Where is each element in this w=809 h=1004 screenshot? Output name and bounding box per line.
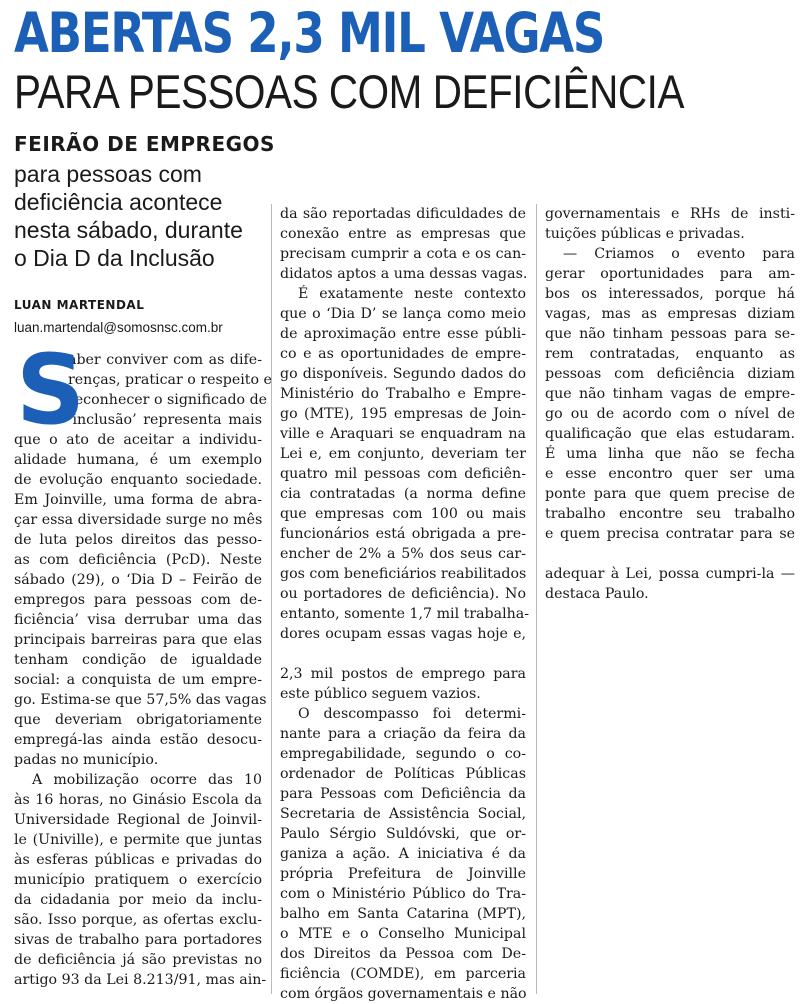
text-line: É exatamente neste contexto: [298, 286, 526, 302]
kicker: FEIRÃO DE EMPREGOS: [14, 132, 275, 156]
text-line: pessoas com deficiência diziam: [545, 366, 795, 382]
text-line: conexão entre as empresas que: [280, 226, 526, 242]
text-line: O descompasso foi determi-: [298, 706, 526, 722]
column-divider: [271, 204, 272, 994]
text-line: que o ‘Dia D’ se lança como meio: [280, 306, 526, 322]
text-line: e esse encontro quer ser uma: [545, 466, 795, 482]
text-line: dores ocupam essas vagas hoje e,: [280, 626, 526, 642]
text-line: às 16 horas, no Ginásio Escola da: [14, 792, 262, 808]
deck-line: nesta sábado, durante: [14, 217, 243, 243]
text-line: com órgãos governamentais e não: [280, 986, 527, 1002]
text-line: Secretaria de Assistência Social,: [280, 806, 526, 822]
text-line: renças, praticar o respeito e: [68, 372, 272, 388]
text-line: aber conviver com as dife-: [68, 352, 262, 368]
text-line: É uma linha que não se fecha: [545, 446, 795, 462]
text-line: ville e Araquari se enquadram na: [280, 426, 526, 442]
text-line: às esferas públicas e privadas do: [14, 852, 262, 868]
text-line: e quem precisa contratar para se: [545, 526, 795, 542]
text-line: empregabilidade, segundo o co-: [280, 746, 526, 762]
text-line: Ministério do Trabalho e Empre-: [280, 386, 526, 402]
text-line: quatro mil pessoas com deficiên-: [280, 466, 526, 482]
text-line: gerar oportunidades para am-: [545, 266, 795, 282]
author-byline: LUAN MARTENDAL: [14, 298, 145, 312]
text-line: tuições públicas e privadas.: [545, 226, 745, 242]
text-line: para Pessoas com Deficiência da: [280, 786, 526, 802]
headline: ABERTAS 2,3 MIL VAGAS: [14, 1, 605, 65]
text-line: reconhecer o significado de: [68, 392, 268, 408]
text-line: dos Direitos da Pessoa com De-: [280, 946, 526, 962]
text-line: çar essa diversidade surge no mês: [14, 512, 263, 528]
subheadline: PARA PESSOAS COM DEFICIÊNCIA: [14, 65, 685, 118]
text-line: de luta pelos direitos das pesso-: [14, 532, 262, 548]
text-line: que não tinham vagas de empre-: [545, 386, 795, 402]
text-line: le (Univille), e permite que juntas: [14, 832, 262, 848]
column-divider: [536, 204, 537, 994]
text-line: tenham condição de igualdade: [14, 652, 262, 668]
text-line: padas no município.: [14, 752, 159, 768]
text-line: governamentais e RHs de insti-: [545, 206, 795, 222]
text-line: de aproximação entre esse públi-: [280, 326, 526, 342]
text-line: que o ato de aceitar a individu-: [14, 432, 262, 448]
text-line: com o Ministério Público do Tra-: [280, 886, 526, 902]
text-line: empregá-las ainda estão desocu-: [14, 732, 262, 748]
text-line: 2,3 mil postos de emprego para: [280, 666, 526, 682]
text-line: de deficiência já são previstas no: [14, 952, 262, 968]
text-line: ficiência (COMDE), em parceria: [280, 966, 526, 982]
text-line: go. Estima-se que 57,5% das vagas: [14, 692, 267, 708]
text-line: cia contratadas (a norma define: [280, 486, 526, 502]
article-column-3: [545, 204, 795, 604]
text-line: encher de 2% a 5% dos seus car-: [280, 546, 526, 562]
text-line: nante para a criação da feira da: [280, 726, 526, 742]
text-line: principais barreiras para que elas: [14, 632, 262, 648]
text-line: município pratiquem o exercício: [14, 872, 262, 888]
text-line: empregos para pessoas com de-: [14, 592, 262, 608]
text-line: própria Prefeitura de Joinville: [280, 866, 526, 882]
text-line: ou portadores de deficiência). No: [280, 586, 526, 602]
text-line: didatos aptos a uma dessas vagas.: [280, 266, 528, 282]
text-line: Lei e, em conjunto, deveriam ter: [280, 446, 526, 462]
text-line: são. Isso porque, as ofertas exclu-: [14, 912, 262, 928]
deck-line: para pessoas com: [14, 161, 202, 187]
text-line: sivas de trabalho para portadores: [14, 932, 262, 948]
text-line: — Criamos o evento para: [563, 246, 795, 262]
text-line: Universidade Regional de Joinvil-: [14, 812, 262, 828]
author-email[interactable]: luan.martendal@somosnsc.com.br: [14, 320, 223, 335]
text-line: artigo 93 da Lei 8.213/91, mas ain-: [14, 972, 267, 988]
text-line: A mobilização ocorre das 10: [32, 772, 262, 788]
text-line: ficiência’ visa derrubar uma das: [14, 612, 262, 628]
text-line: vagas, mas as empresas diziam: [545, 306, 795, 322]
article-column-1: [14, 334, 272, 990]
text-line: este público seguem vazios.: [280, 686, 481, 702]
text-line: as com deficiência (PcD). Neste: [14, 552, 262, 568]
drop-cap: S: [16, 334, 86, 446]
text-line: social: a conquista de um empre-: [14, 672, 262, 688]
deck: [14, 160, 264, 272]
text-line: qualificação que elas estudaram.: [545, 426, 795, 442]
text-line: de evolução enquanto sociedade.: [14, 472, 262, 488]
text-line: precisam cumprir a cota e os can-: [280, 246, 526, 262]
text-line: entanto, somente 1,7 mil trabalha-: [280, 606, 530, 622]
article-column-2: [280, 204, 530, 1004]
text-line: trabalho encontre seu trabalho: [545, 506, 795, 522]
text-line: o MTE e o Conselho Municipal: [280, 926, 526, 942]
text-line: ganiza a ação. A iniciativa é da: [280, 846, 526, 862]
text-line: ponte para que quem precise de: [545, 486, 795, 502]
text-line: Em Joinville, uma forma de abra-: [14, 492, 262, 508]
text-line: Paulo Sérgio Suldóvski, que or-: [280, 826, 526, 842]
text-line: que empresas com 100 ou mais: [280, 506, 526, 522]
text-line: bos os interessados, porque há: [545, 286, 795, 302]
text-line: ordenador de Políticas Públicas: [280, 766, 526, 782]
deck-line: o Dia D da Inclusão: [14, 245, 215, 271]
text-line: ‘inclusão’ representa mais: [68, 412, 262, 428]
text-line: go disponíveis. Segundo dados do: [280, 366, 526, 382]
text-line: adequar à Lei, possa cumpri-la —: [545, 566, 795, 582]
text-line: funcionários está obrigada a pre-: [280, 526, 526, 542]
text-line: alidade humana, é um exemplo: [14, 452, 262, 468]
text-line: co e as oportunidades de empre-: [280, 346, 526, 362]
text-line: da são reportadas dificuldades de: [280, 206, 526, 222]
text-line: que deveriam obrigatoriamente: [14, 712, 262, 728]
text-line: que não tinham pessoas para se-: [545, 326, 795, 342]
text-line: go ou de acordo com o nível de: [545, 406, 795, 422]
text-line: rem contratadas, enquanto as: [545, 346, 795, 362]
text-line: sábado (29), o ‘Dia D – Feirão de: [14, 572, 262, 588]
deck-line: deficiência acontece: [14, 189, 223, 215]
text-line: go (MTE), 195 empresas de Join-: [280, 406, 526, 422]
text-line: balho em Santa Catarina (MPT),: [280, 906, 526, 922]
text-line: gos com beneficiários reabilitados: [280, 566, 527, 582]
text-line: destaca Paulo.: [545, 586, 649, 602]
text-line: da cidadania por meio da inclu-: [14, 892, 262, 908]
